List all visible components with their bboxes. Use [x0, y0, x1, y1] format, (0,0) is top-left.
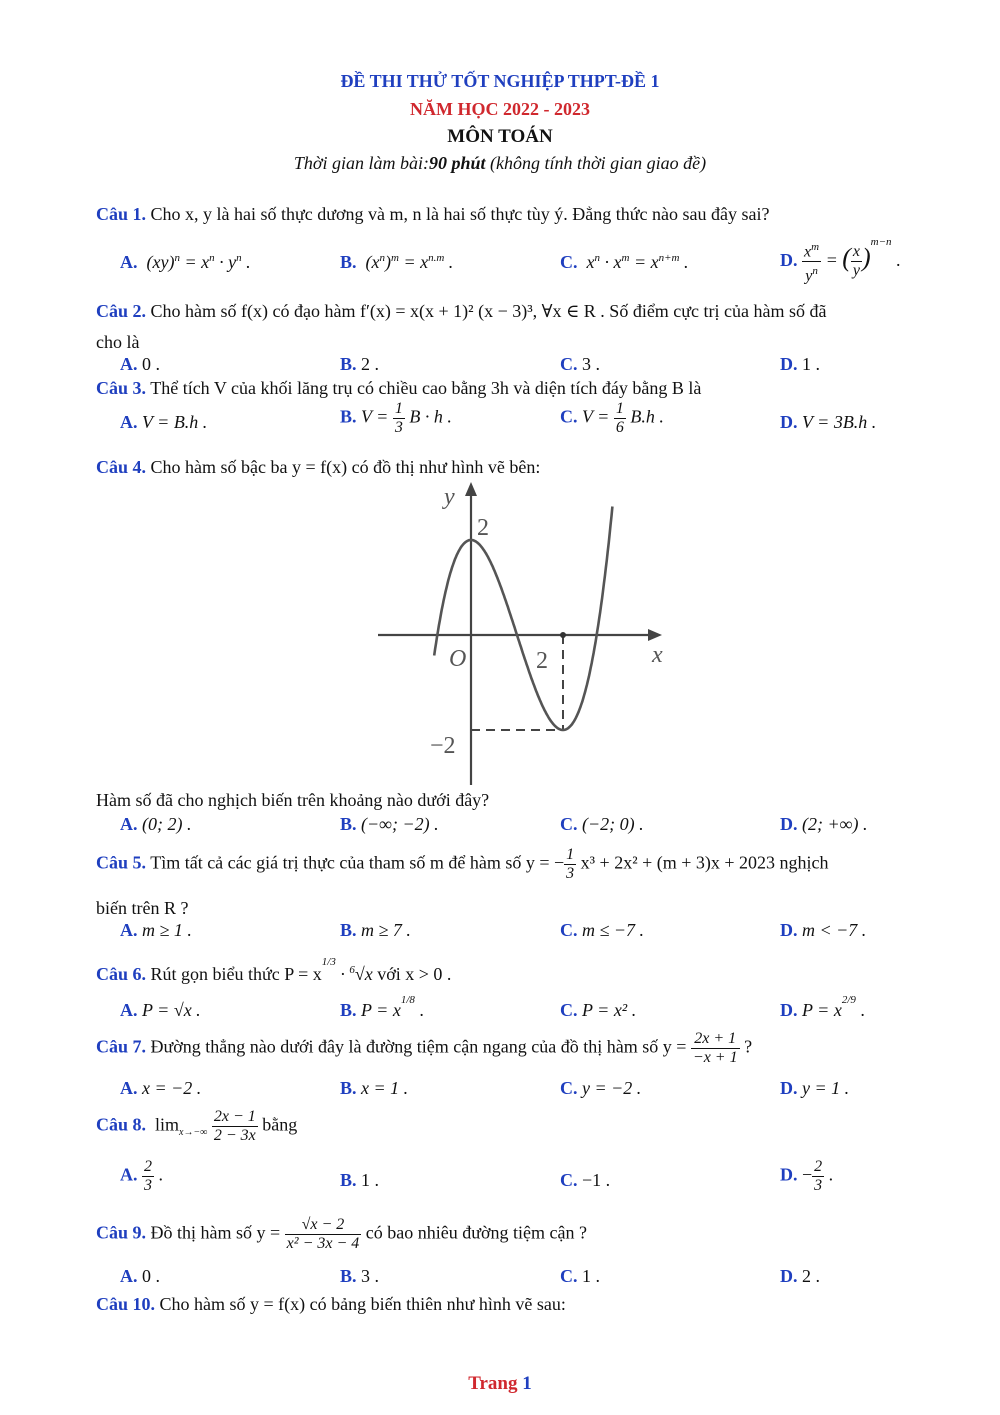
option-text: 0 . — [142, 1266, 160, 1286]
question-4 — [96, 455, 540, 479]
option-letter: B. — [340, 1078, 357, 1098]
option-letter: C. — [560, 252, 578, 272]
y-axis-arrow — [465, 482, 477, 496]
option-text: m ≥ 7 . — [361, 920, 411, 940]
fraction: $\frac{2x - 1}{2 - 3x}$ — [213, 1108, 256, 1144]
option-text: (0; 2) . — [142, 814, 192, 834]
question-label: Câu 4. — [96, 457, 147, 477]
option-text: 1 . — [361, 1170, 380, 1190]
q8-option-c[interactable] — [560, 1170, 610, 1191]
q6-option-b[interactable]: B. $P = x^{1/8}$ . — [340, 994, 424, 1020]
option-letter: D. — [780, 1164, 798, 1185]
option-text: x = −2 . — [142, 1078, 202, 1098]
time-prefix: Thời gian làm bài: — [293, 153, 429, 173]
question-label: Câu 9. — [96, 1222, 147, 1243]
y-axis-label: y — [444, 484, 455, 510]
fraction: $\frac{1}{6}$ — [615, 400, 624, 436]
cubic-graph — [370, 480, 680, 790]
question-5 — [96, 846, 829, 883]
question-9 — [96, 1216, 587, 1253]
q7-option-b[interactable] — [340, 1078, 408, 1099]
question-label: Câu 10. — [96, 1294, 156, 1314]
q2-option-c[interactable] — [560, 354, 600, 375]
option-letter: B. — [340, 814, 357, 834]
q9-option-a[interactable] — [120, 1266, 160, 1287]
x-intercept-dot — [560, 632, 566, 638]
option-letter: B. — [340, 1000, 357, 1020]
option-letter: D. — [780, 249, 798, 270]
option-text: 2 . — [361, 354, 380, 374]
q7-option-c[interactable] — [560, 1078, 641, 1099]
question-10 — [96, 1292, 566, 1316]
q8-option-b[interactable] — [340, 1170, 379, 1191]
question-label: Câu 7. — [96, 1036, 147, 1057]
option-text: m < −7 . — [802, 920, 867, 940]
option-text: m ≥ 1 . — [142, 920, 192, 940]
q2-option-a[interactable] — [120, 354, 160, 375]
option-letter: D. — [780, 1078, 798, 1098]
q9-option-c[interactable] — [560, 1266, 600, 1287]
question-5-cont: biến trên R ? — [96, 898, 189, 918]
q1-option-a[interactable] — [120, 252, 251, 273]
x-axis-label: x — [652, 642, 663, 668]
question-text: Đồ thị hàm số y = — [150, 1222, 281, 1243]
option-text: 1 . — [582, 1266, 600, 1286]
question-text-tail: bằng — [262, 1114, 298, 1135]
q5-option-d[interactable] — [780, 920, 866, 941]
q4-option-d[interactable] — [780, 814, 867, 835]
option-text: (−2; 0) . — [582, 814, 644, 834]
option-math: $(x^n)^m = x^{n.m}$ . — [361, 252, 454, 272]
q8-option-a[interactable]: A. $\frac{2}{3}$ . — [120, 1158, 163, 1194]
fraction: $\frac{2}{3}$ — [144, 1158, 152, 1194]
option-letter: A. — [120, 412, 138, 432]
q3-option-a[interactable] — [120, 412, 207, 433]
q5-option-b[interactable] — [340, 920, 411, 941]
q9-option-b[interactable] — [340, 1266, 379, 1287]
option-letter: B. — [340, 1170, 357, 1190]
option-text: V = B.h . — [142, 412, 208, 432]
option-letter: C. — [560, 920, 578, 940]
option-letter: C. — [560, 1000, 578, 1020]
option-letter: A. — [120, 1266, 138, 1286]
q5-option-c[interactable] — [560, 920, 644, 941]
option-text: P = x² . — [582, 1000, 637, 1020]
question-text-tail: ? — [739, 1036, 753, 1057]
option-text: −1 . — [582, 1170, 611, 1190]
option-text: 1 . — [802, 354, 820, 374]
option-text: 3 . — [361, 1266, 380, 1286]
question-label: Câu 6. — [96, 964, 147, 984]
option-text: 0 . — [142, 354, 160, 374]
question-2-cont: cho là — [96, 332, 140, 352]
q1-option-c[interactable] — [560, 252, 688, 273]
option-text: V = — [361, 406, 393, 427]
option-text: V = 3B.h . — [802, 412, 877, 432]
option-letter: C. — [560, 1266, 578, 1286]
fraction: $\frac{2}{3}$ — [814, 1158, 823, 1194]
option-letter: C. — [560, 406, 578, 427]
limit-text: lim — [155, 1114, 180, 1135]
option-text: m ≤ −7 . — [582, 920, 645, 940]
fraction: $\frac{√x - 2}{\text{x² − 3x − 4}}$ — [286, 1216, 360, 1252]
option-letter: A. — [120, 1078, 138, 1098]
x-axis-arrow — [648, 629, 662, 641]
question-text: Thể tích V của khối lăng trụ có chiều cao bằng 3h và diện tích đáy bằng B là — [150, 378, 702, 398]
option-letter: C. — [560, 1078, 578, 1098]
q4-option-a[interactable] — [120, 814, 191, 835]
q6-option-c[interactable] — [560, 1000, 636, 1021]
page-number: 1 — [522, 1373, 532, 1394]
option-letter: C. — [560, 1170, 578, 1190]
q3-option-d[interactable] — [780, 412, 876, 433]
option-letter: B. — [340, 920, 357, 940]
option-letter: C. — [560, 814, 578, 834]
option-letter: D. — [780, 354, 798, 374]
page-footer — [0, 1373, 1000, 1395]
question-label: Câu 1. — [96, 204, 147, 224]
option-letter: A. — [120, 920, 138, 940]
q6-option-a[interactable] — [120, 1000, 201, 1021]
q7-option-d[interactable] — [780, 1078, 849, 1099]
limit-subscript: x→−∞ — [179, 1127, 208, 1139]
option-text: 3 . — [582, 354, 600, 374]
question-text-tail: x³ + 2x² + (m + 3)x + 2023 nghịch — [580, 852, 829, 873]
option-letter: A. — [120, 252, 138, 272]
x-tick-label: 2 — [536, 648, 548, 674]
option-letter: B. — [340, 1266, 357, 1286]
option-letter: B. — [340, 354, 357, 374]
q3-option-c[interactable]: C. V = $\frac{1}{6}$ B.h . — [560, 400, 664, 436]
option-text: (−∞; −2) . — [361, 814, 439, 834]
option-letter: A. — [120, 814, 138, 834]
option-text: (2; +∞) . — [802, 814, 868, 834]
q4-option-c[interactable] — [560, 814, 644, 835]
fraction: $\frac{1}{3}$ — [566, 846, 575, 882]
option-text: − — [802, 1164, 813, 1185]
question-label: Câu 3. — [96, 378, 147, 398]
time-value: 90 phút — [429, 153, 486, 173]
time-suffix: (không tính thời gian giao đề) — [485, 153, 707, 173]
q4-option-b[interactable] — [340, 814, 439, 835]
question-2 — [96, 299, 827, 323]
option-math: $(xy)^n = x^n \cdot y^n$ . — [142, 252, 251, 272]
q3-option-b[interactable]: B. V = $\frac{1}{3}$ B · h . — [340, 400, 452, 436]
q7-option-a[interactable] — [120, 1078, 201, 1099]
origin-label: O — [449, 646, 467, 672]
q2-option-b[interactable] — [340, 354, 379, 375]
q5-option-a[interactable] — [120, 920, 192, 941]
q1-option-d[interactable]: D. $\frac{x^m}{y^n}$ = ( $\frac{x}{y}$ )$^{m-n}$ . — [780, 235, 901, 285]
option-letter: A. — [120, 1164, 138, 1185]
question-1 — [96, 202, 769, 226]
option-letter: C. — [560, 354, 578, 374]
fraction: $\frac{1}{3}$ — [394, 400, 403, 436]
exam-title: ĐỀ THI THỬ TỐT NGHIỆP THPT-ĐỀ 1 — [340, 71, 660, 91]
option-letter: D. — [780, 1266, 798, 1286]
q2-option-d[interactable] — [780, 354, 820, 375]
question-6: Câu 6. Rút gọn biểu thức $P = x^{1/3} \cdot ^6√x$ với x > 0 . — [96, 956, 452, 984]
question-text: Cho hàm số f(x) có đạo hàm f′(x) = x(x + 1)² (x − 3)³, ∀x ∈ R . Số điểm cực trị của hàm số đã — [150, 301, 827, 321]
question-label: Câu 8. — [96, 1114, 147, 1135]
question-text: Rút gọn biểu thức P = x — [150, 964, 322, 984]
option-letter: B. — [340, 252, 357, 272]
option-letter: D. — [780, 920, 798, 940]
question-text-tail: có bao nhiêu đường tiệm cận ? — [365, 1222, 587, 1243]
cubic-curve — [434, 507, 612, 731]
question-label: Câu 2. — [96, 301, 147, 321]
option-text: P = x — [802, 1000, 842, 1020]
question-text: Tìm tất cả các giá trị thực của tham số m để hàm số y = − — [150, 852, 565, 873]
q1-option-b[interactable] — [340, 252, 453, 273]
question-text: Đường thẳng nào dưới đây là đường tiệm cận ngang của đồ thị hàm số y = — [150, 1036, 687, 1057]
option-text: y = −2 . — [582, 1078, 642, 1098]
q6-option-d[interactable]: D. $P = x^{2/9}$ . — [780, 994, 865, 1020]
q9-option-d[interactable] — [780, 1266, 820, 1287]
q8-option-d[interactable]: D. − $\frac{2}{3}$ . — [780, 1158, 834, 1194]
question-text-tail: với x > 0 . — [372, 964, 452, 984]
option-letter: A. — [120, 354, 138, 374]
option-letter: A. — [120, 1000, 138, 1020]
question-7 — [96, 1030, 752, 1067]
school-year: NĂM HỌC 2022 - 2023 — [410, 99, 590, 119]
question-4-prompt: Hàm số đã cho nghịch biến trên khoảng nào dưới đây? — [96, 790, 490, 810]
question-3 — [96, 376, 701, 400]
question-8 — [96, 1108, 297, 1145]
subject-title: MÔN TOÁN — [447, 126, 553, 147]
option-letter: B. — [340, 406, 357, 427]
question-text: Cho hàm số y = f(x) có bảng biến thiên như hình vẽ sau: — [159, 1294, 566, 1314]
option-letter: D. — [780, 1000, 798, 1020]
time-note — [0, 153, 1000, 174]
y-min-label: −2 — [430, 733, 456, 759]
option-text: 2 . — [802, 1266, 820, 1286]
fraction: $\frac{x}{y}$ — [852, 243, 860, 280]
fraction: $\frac{2x + 1}{-x + 1}$ — [692, 1030, 738, 1066]
question-text: Cho hàm số bậc ba y = f(x) có đồ thị như hình vẽ bên: — [150, 457, 541, 477]
option-math: $x^n \cdot x^m = x^{n+m}$ . — [582, 252, 689, 272]
fraction: $\frac{x^m}{y^n}$ — [802, 238, 821, 286]
option-text: P = √x . — [142, 1000, 201, 1020]
option-letter: D. — [780, 412, 798, 432]
page-label: Trang — [468, 1373, 518, 1394]
y-max-label: 2 — [477, 515, 489, 541]
option-text: y = 1 . — [802, 1078, 850, 1098]
option-text: P = x — [361, 1000, 401, 1020]
option-text: V = — [582, 406, 614, 427]
option-text: x = 1 . — [361, 1078, 409, 1098]
question-text: Cho x, y là hai số thực dương và m, n là hai số thực tùy ý. Đẳng thức nào sau đây sai? — [150, 204, 770, 224]
option-letter: D. — [780, 814, 798, 834]
question-label: Câu 5. — [96, 852, 147, 873]
